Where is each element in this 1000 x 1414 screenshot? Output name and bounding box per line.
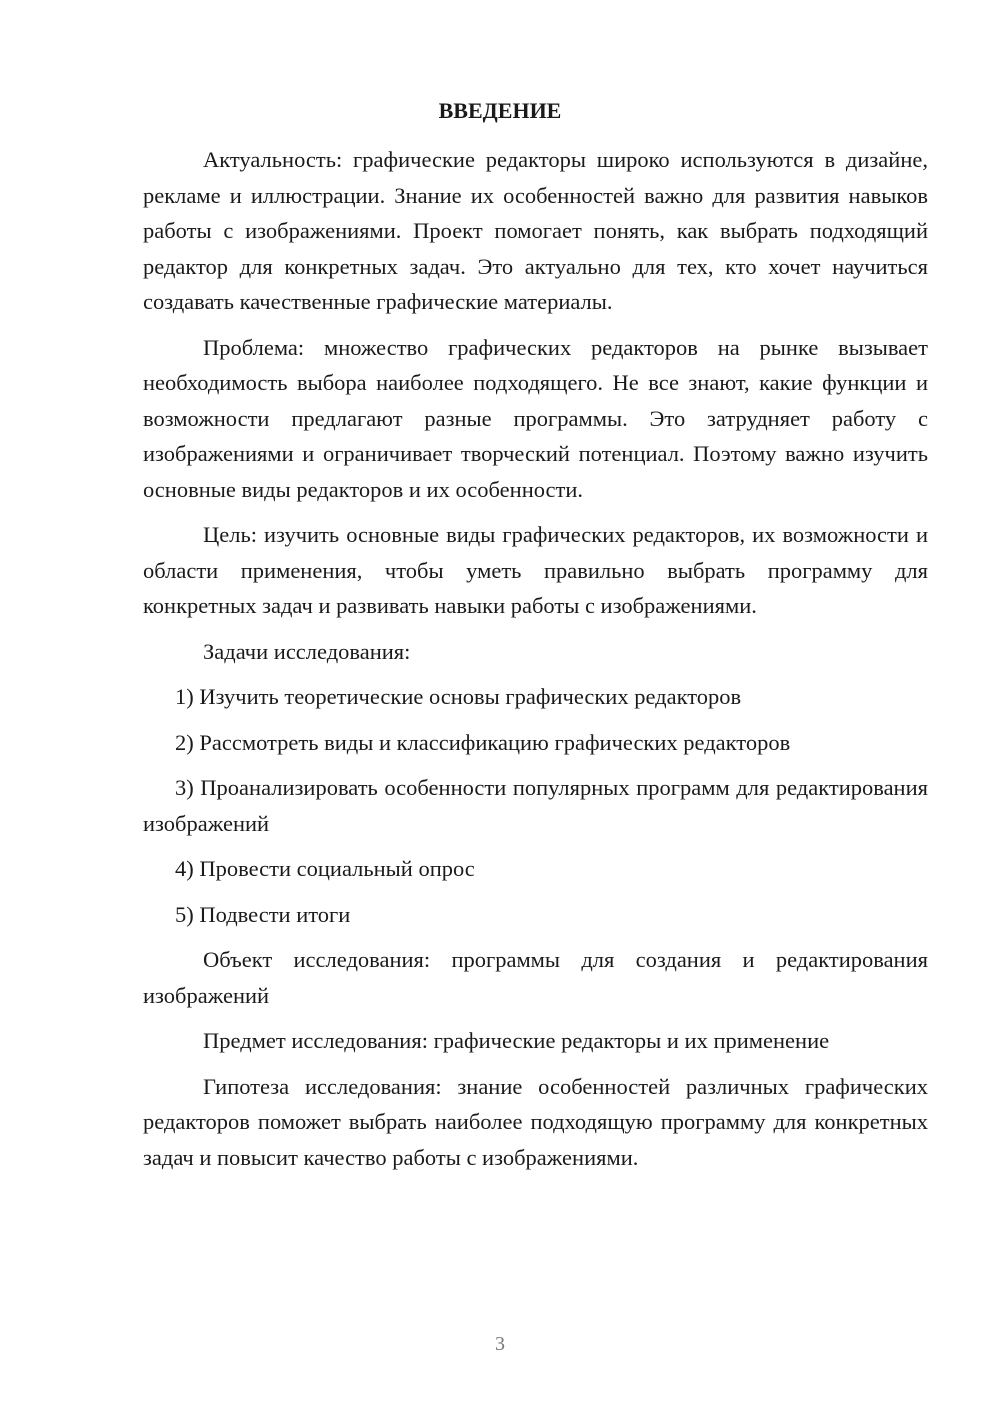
task-item: 5) Подвести итоги [175,901,351,927]
object-paragraph: Объект исследования: программы для создания и редактирования изображений [143,947,928,1008]
task-item: 4) Провести социальный опрос [175,856,475,881]
task-item: 1) Изучить теоретические основы графических редакторов [175,684,742,709]
tasks-title: Задачи исследования: [203,638,411,664]
document-body [143,142,928,1185]
relevance-paragraph: Актуальность: графические редакторы широко используются в дизайне, рекламе и иллюстрации. Знание их особенностей важно для развития навыков работы с изображениями. Проект помогает понять, как выбрать подходящий редактор для конкретных задач. Это актуально для тех, кто хочет научиться создавать качественные графические материалы. [143,147,928,314]
task-item: 3) Проанализировать особенности популярных программ для редактирования изображений [143,775,928,836]
problem-paragraph: Проблема: множество графических редакторов на рынке вызывает необходимость выбора наиболее подходящего. Не все знают, какие функции и возможности предлагают разные программы. Это затрудняет работу с изображениями и ограничивает творческий потенциал. Поэтому важно изучить основные виды редакторов и их особенности. [143,334,928,502]
hypothesis-paragraph: Гипотеза исследования: знание особенностей различных графических редакторов поможет выбрать наиболее подходящую программу для конкретных задач и повысит качество работы с изображениями. [143,1073,928,1170]
page-number: 3 [495,1333,505,1355]
subject-paragraph: Предмет исследования: графические редакторы и их применение [203,1028,830,1053]
page-title: ВВЕДЕНИЕ [438,98,562,123]
goal-paragraph: Цель: изучить основные виды графических редакторов, их возможности и области применения, чтобы уметь правильно выбрать программу для конкретных задач и развивать навыки работы с изображениями. [143,522,928,618]
task-item: 2) Рассмотреть виды и классификацию графических редакторов [175,729,791,755]
